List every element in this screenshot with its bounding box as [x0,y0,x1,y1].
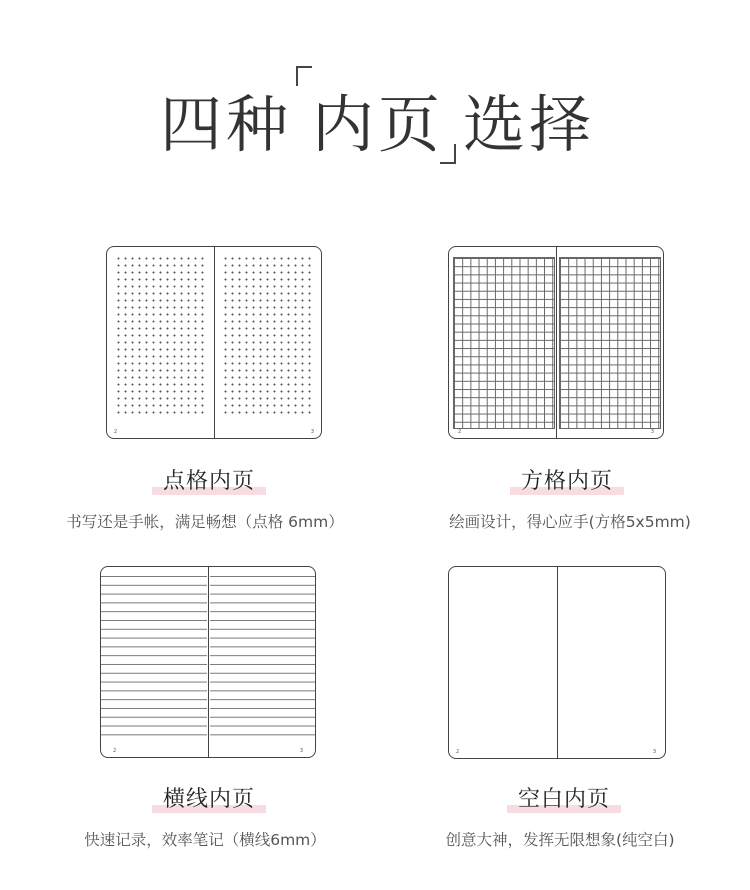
option-label-blank: 空白内页 [517,787,610,812]
option-desc-dot: 书写还是手帐，满足畅想（点格 6mm） [66,513,344,531]
page-number-left: 2 [458,429,462,435]
notebook-square-grid-illustration [448,246,664,439]
notebook-dot-grid-illustration [106,246,322,439]
corner-bracket-open [296,66,312,86]
page-number-right: 3 [299,748,303,754]
page-number-right: 3 [650,429,654,435]
notebook-spine [556,247,557,438]
page-title [0,62,750,172]
dot-grid-right-page [222,255,314,415]
page-number-left: 2 [456,749,460,755]
option-desc-lined: 快速记录，效率笔记（横线6mm） [84,831,326,849]
page-number-right: 3 [652,749,656,755]
option-label-lined: 横线内页 [162,787,255,812]
notebook-spine [208,567,209,757]
title-part-3: 选择 [463,88,596,161]
lined-left-page [101,576,207,738]
square-grid-right-page [559,257,661,429]
page-number-left: 2 [113,748,117,754]
dot-grid-left-page [115,255,207,415]
lined-right-page [210,576,316,738]
page-number-right: 3 [310,429,314,435]
title-part-1: 四种 [160,88,293,161]
notebook-spine [214,247,215,438]
option-desc-blank: 创意大神，发挥无限想象(纯空白) [445,831,675,849]
notebook-blank-illustration [448,566,666,759]
square-grid-left-page [453,257,555,429]
corner-bracket-close [440,144,456,164]
option-desc-square: 绘画设计，得心应手(方格5x5mm) [449,513,691,531]
notebook-spine [557,567,558,758]
page-number-left: 2 [114,429,118,435]
option-label-dot: 点格内页 [162,469,255,494]
title-part-2: 内页 [312,88,445,161]
option-label-square: 方格内页 [520,469,613,494]
notebook-lined-illustration [100,566,316,758]
